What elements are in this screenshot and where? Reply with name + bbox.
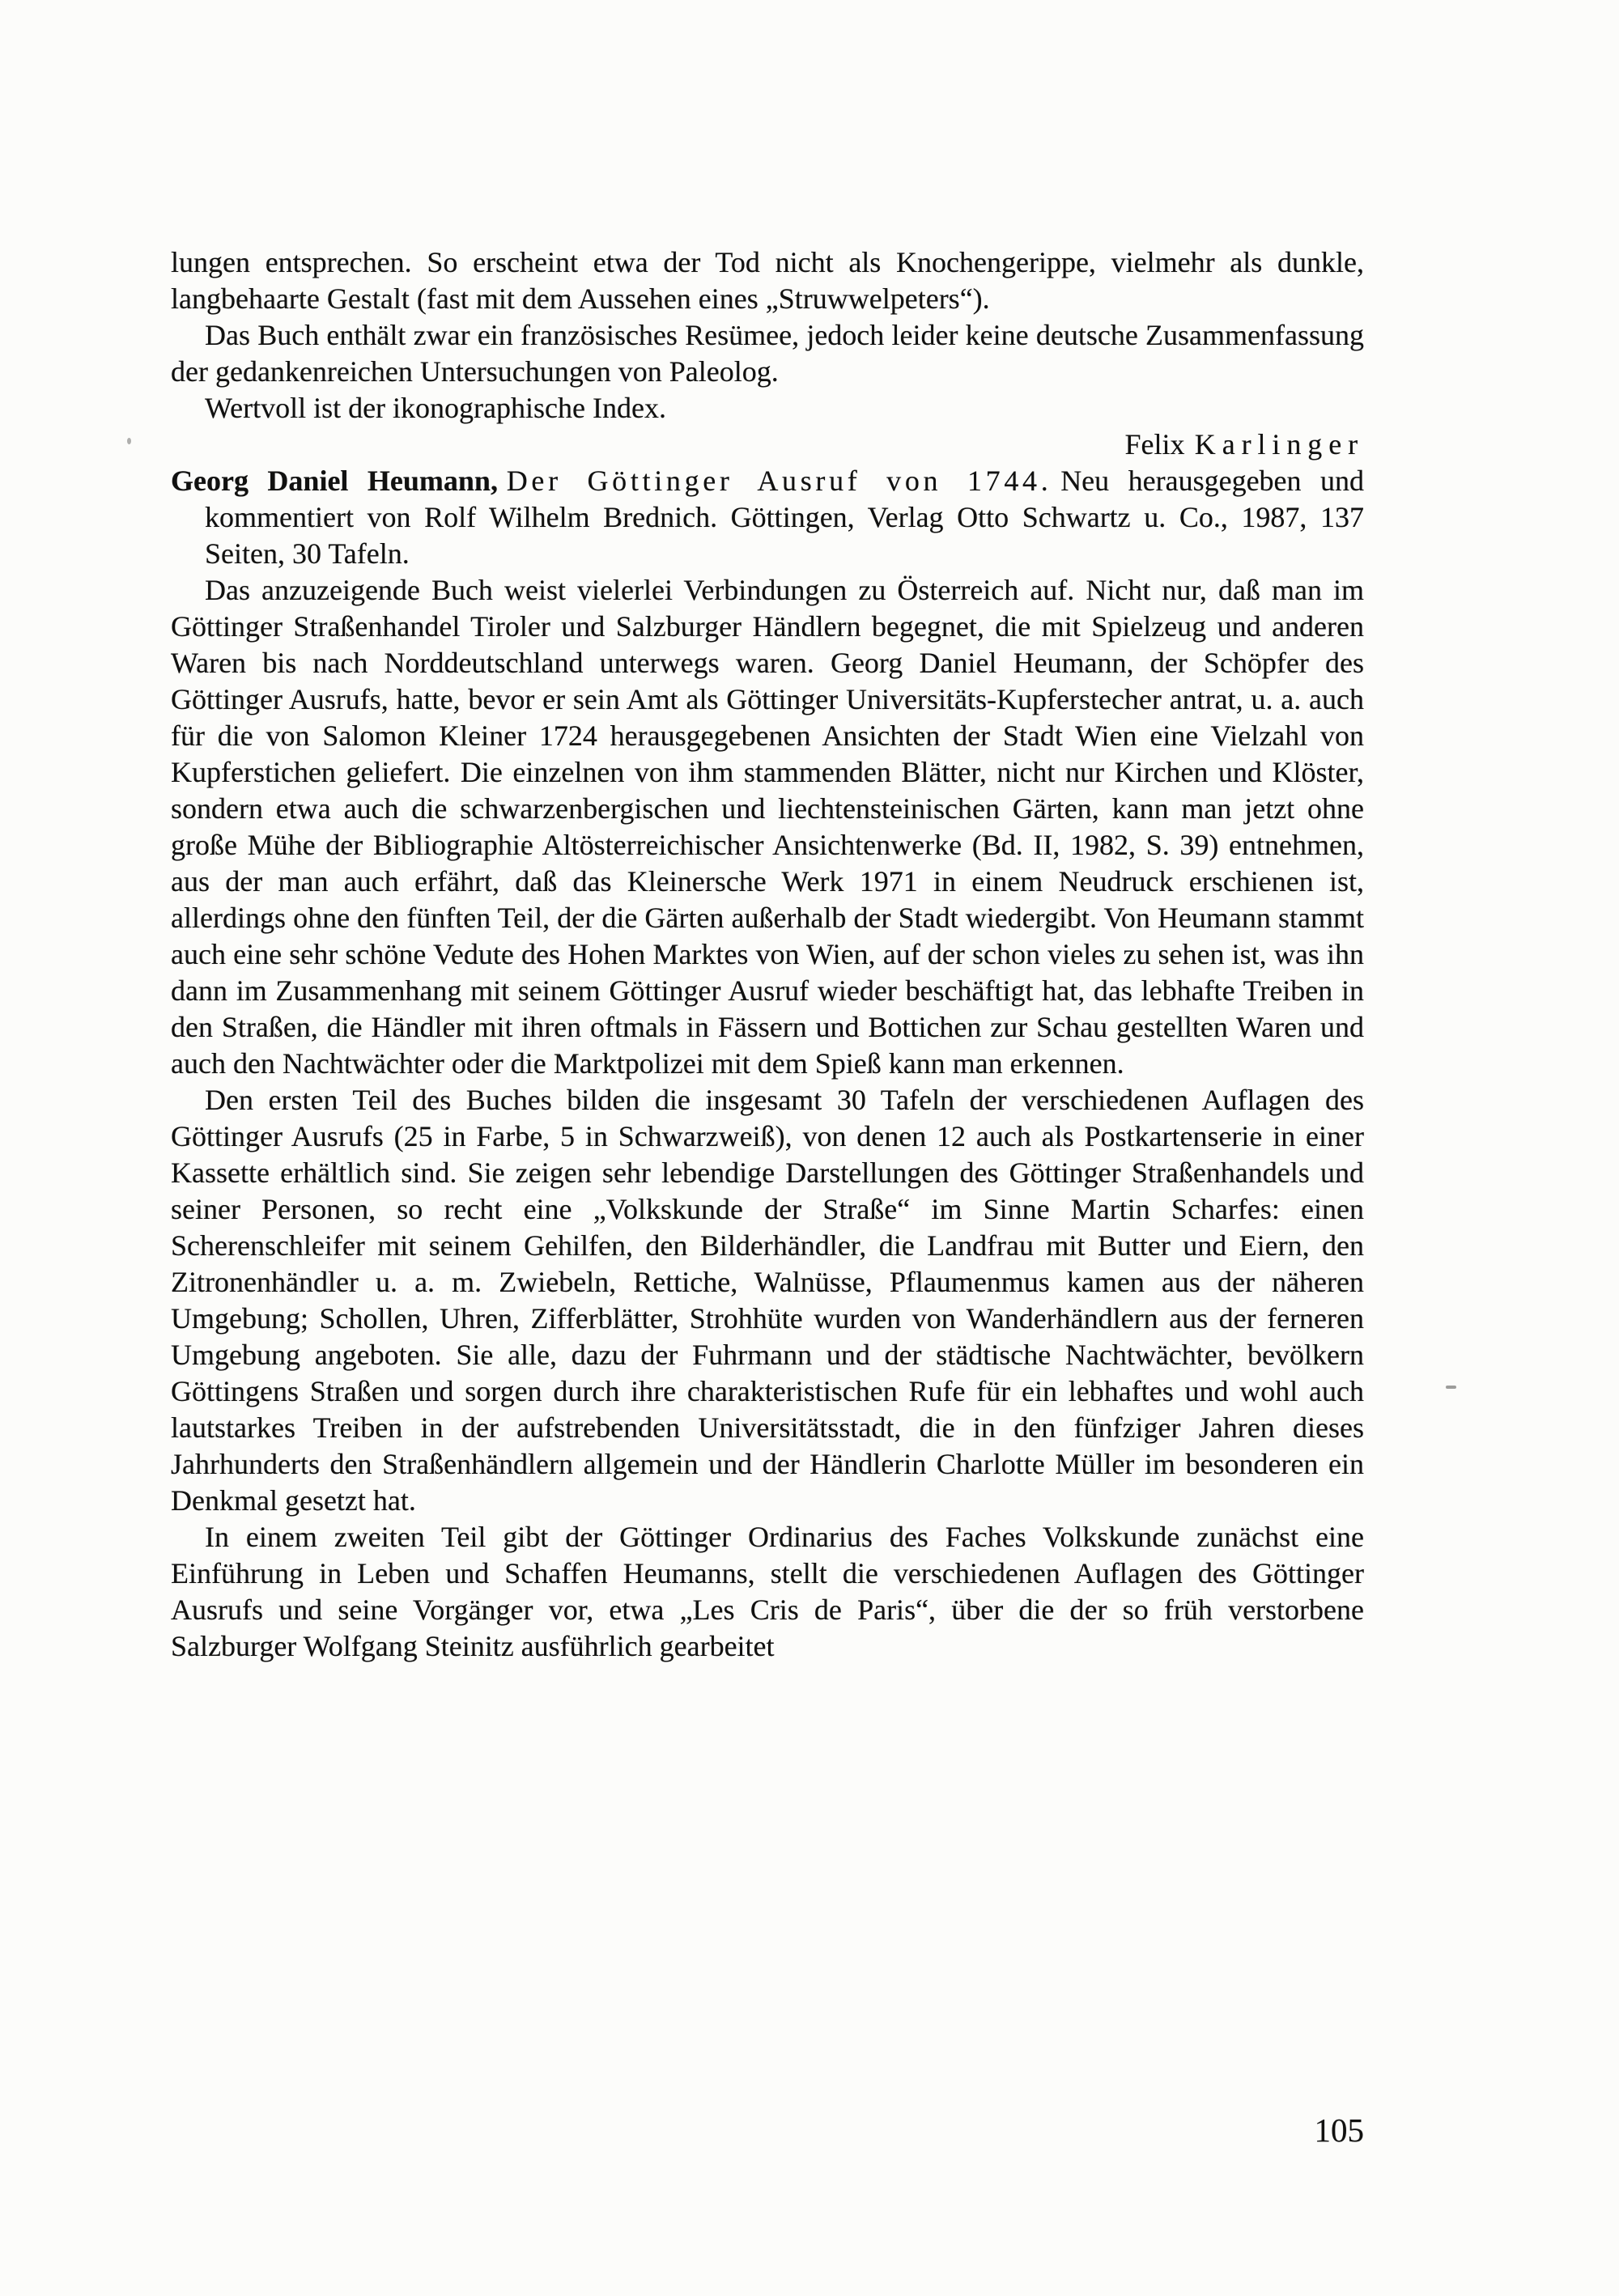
paragraph-previous-review-3: Wertvoll ist der ikonographische Index. <box>205 392 666 424</box>
paragraph-review-body-2: Den ersten Teil des Buches bilden die insgesamt 30 Tafeln der verschiedenen Auflagen des Göttinger Ausrufs (25 in Farbe, 5 in Schwarzweiß), von denen 12 auch als Postkartenserie in einer Kassette erhältlich sind. Sie zeigen sehr lebendige Darstellungen des Göttinger Straßenhandels und seiner Personen, so recht eine „Volkskunde der Straße“ im Sinne Martin Scharfes: einen Scherenschleifer mit seinem Gehilfen, den Bilderhändler, die Landfrau mit Butter und Eiern, den Zitronenhändler u. a. m. Zwiebeln, Rettiche, Walnüsse, Pflaumenmus kamen aus der näheren Umgebung; Schollen, Uhren, Zifferblätter, Strohhüte wurden von Wanderhändlern aus der ferneren Umgebung angeboten. Sie alle, dazu der Fuhrmann und der städtische Nachtwächter, bevölkern Göttingens Straßen und sorgen durch ihre charakteristischen Rufe für ein lebhaftes und wohl auch lautstarkes Treiben in der aufstrebenden Universitätsstadt, die in den fünfziger Jahren dieses Jahrhunderts den Straßenhändlern allgemein und der Händlerin Charlotte Müller im besonderen ein Denkmal gesetzt hat. <box>171 1084 1364 1517</box>
text-column <box>171 244 1364 1665</box>
book-title: Der Göttinger Ausruf von 1744. <box>506 465 1052 497</box>
paragraph-previous-review-continuation: lungen entsprechen. So erscheint etwa der Tod nicht als Knochengerippe, vielmehr als dunkle, langbehaarte Gestalt (fast mit dem Aussehen eines „Struwwelpeters“). <box>171 246 1364 315</box>
paragraph-previous-review-2: Das Buch enthält zwar ein französisches Resümee, jedoch leider keine deutsche Zusammenfassung der gedankenreichen Untersuchungen von Paleolog. <box>171 319 1364 388</box>
page-number: 105 <box>1314 2111 1364 2149</box>
book-author: Georg Daniel Heumann, <box>171 465 498 497</box>
left-margin-dot-artifact <box>127 438 131 444</box>
reviewer-signature <box>171 427 1364 463</box>
right-margin-dash-artifact <box>1446 1386 1456 1389</box>
book-imprint: Neu herausgegeben und kommentiert von Rolf Wilhelm Brednich. Göttingen, Verlag Otto Schwartz u. Co., 1987, 137 Seiten, 30 Tafeln. <box>205 465 1365 570</box>
reviewer-given-name: Felix <box>1124 428 1185 460</box>
reviewer-family-name: Karlinger <box>1194 428 1364 460</box>
paragraph-review-body-3: In einem zweiten Teil gibt der Göttinger Ordinarius des Faches Volkskunde zunächst eine Einführung in Leben und Schaffen Heumanns, stellt die verschiedenen Auflagen des Göttinger Ausrufs und seine Vorgänger vor, etwa „Les Cris de Paris“, über die der so früh verstorbene Salzburger Wolfgang Steinitz ausführlich gearbeitet <box>171 1521 1364 1662</box>
review-heading <box>171 463 1364 572</box>
paragraph-review-body-1: Das anzuzeigende Buch weist vielerlei Verbindungen zu Österreich auf. Nicht nur, daß man im Göttinger Straßenhandel Tiroler und Salzburger Händlern begegnet, die mit Spielzeug und anderen Waren bis nach Norddeutschland unterwegs waren. Georg Daniel Heumann, der Schöpfer des Göttinger Ausrufs, hatte, bevor er sein Amt als Göttinger Universitäts-Kupferstecher antrat, u. a. auch für die von Salomon Kleiner 1724 herausgegebenen Ansichten der Stadt Wien eine Vielzahl von Kupferstichen geliefert. Die einzelnen von ihm stammenden Blätter, nicht nur Kirchen und Klöster, sondern etwa auch die schwarzenbergischen und liechtensteinischen Gärten, kann man jetzt ohne große Mühe der Bibliographie Altösterreichischer Ansichtenwerke (Bd. II, 1982, S. 39) entnehmen, aus der man auch erfährt, daß das Kleinersche Werk 1971 in einem Neudruck erschienen ist, allerdings ohne den fünften Teil, der die Gärten außerhalb der Stadt wiedergibt. Von Heumann stammt auch eine sehr schöne Vedute des Hohen Marktes von Wien, auf der schon vieles zu sehen ist, was ihn dann im Zusammenhang mit seinem Göttinger Ausruf wieder beschäftigt hat, das lebhafte Treiben in den Straßen, die Händler mit ihren oftmals in Fässern und Bottichen zur Schau gestellten Waren und auch den Nachtwächter oder die Marktpolizei mit dem Spieß kann man erkennen. <box>171 574 1364 1080</box>
